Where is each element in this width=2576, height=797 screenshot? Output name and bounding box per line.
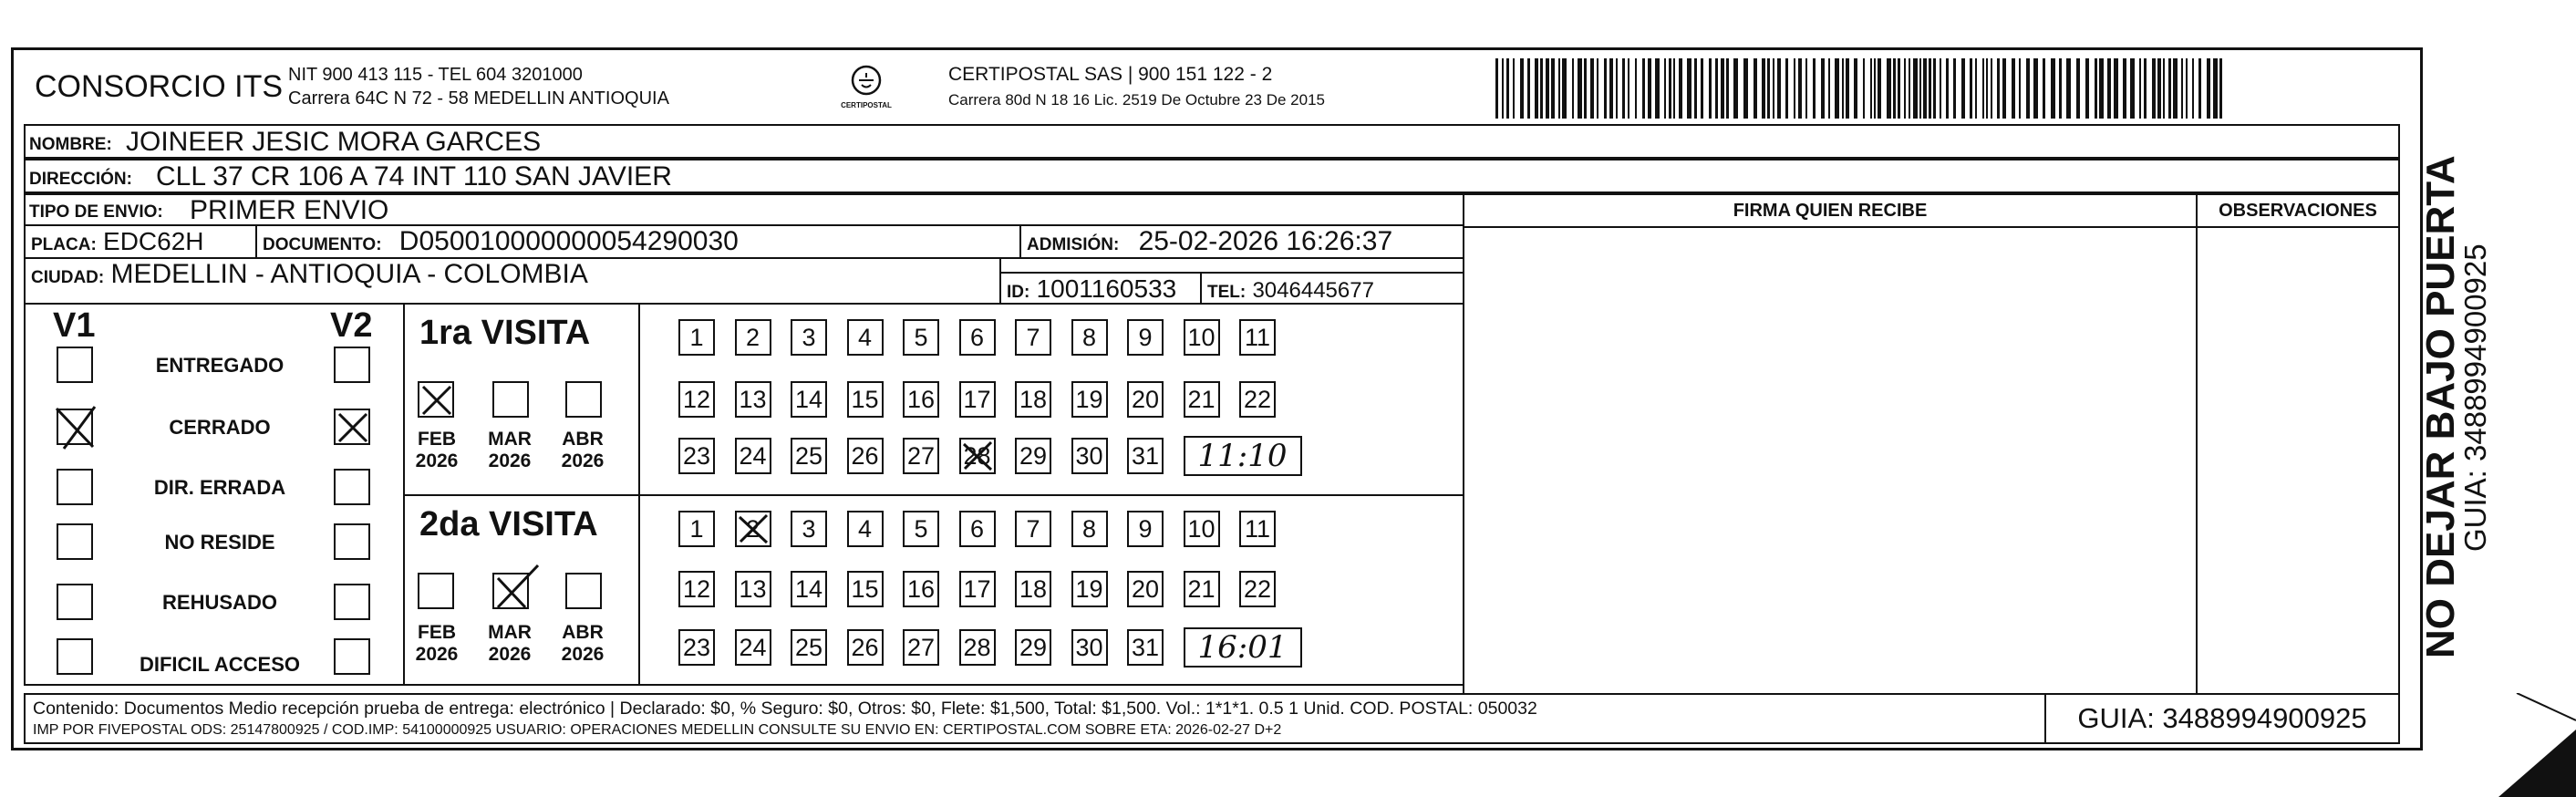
- company-name: CONSORCIO ITS: [35, 69, 284, 104]
- carrier-name: CERTIPOSTAL SAS | 900 151 122 - 2: [948, 64, 1273, 85]
- handwritten-x-mark: [419, 383, 454, 418]
- second-visit-day-2[interactable]: 2: [735, 511, 771, 547]
- v1-no-reside-checkbox[interactable]: [57, 523, 93, 560]
- handwritten-x-mark: [737, 512, 770, 545]
- first-visit-day-2[interactable]: 2: [735, 319, 771, 356]
- documento-label: DOCUMENTO:: [263, 235, 382, 254]
- second-visit-day-25[interactable]: 25: [791, 629, 827, 666]
- no-dejar-bajo-puerta: NO DEJAR BAJO PUERTA: [2418, 155, 2463, 658]
- second-visit-day-27[interactable]: 27: [903, 629, 939, 666]
- v1-label: V1: [53, 306, 96, 345]
- first-visit-day-14[interactable]: 14: [791, 381, 827, 418]
- second-visit-month-mar-checkbox[interactable]: [492, 573, 529, 609]
- first-visit-day-1[interactable]: 1: [678, 319, 715, 356]
- second-visit-day-30[interactable]: 30: [1071, 629, 1108, 666]
- nombre-label: NOMBRE:: [29, 135, 112, 154]
- corner-decoration: [2480, 693, 2576, 797]
- first-visit-day-11[interactable]: 11: [1239, 319, 1276, 356]
- v1-entregado-checkbox[interactable]: [57, 347, 93, 383]
- direccion-value: CLL 37 CR 106 A 74 INT 110 SAN JAVIER: [156, 161, 672, 191]
- carrier-address: Carrera 80d N 18 16 Lic. 2519 De Octubre 23 De 2015: [948, 91, 1325, 109]
- first-visit-day-18[interactable]: 18: [1015, 381, 1051, 418]
- status-cerrado: CERRADO: [169, 416, 271, 439]
- second-visit-day-9[interactable]: 9: [1127, 511, 1164, 547]
- firma-box: [1463, 193, 2198, 695]
- first-visit-time[interactable]: 11:10: [1184, 436, 1302, 476]
- first-visit-day-22[interactable]: 22: [1239, 381, 1276, 418]
- side-guia: GUIA: 3488994900925: [2458, 243, 2492, 552]
- first-visit-day-24[interactable]: 24: [735, 438, 771, 474]
- first-visit-day-28[interactable]: 28: [959, 438, 996, 474]
- row-tipo: [24, 193, 1464, 226]
- first-visit-day-16[interactable]: 16: [903, 381, 939, 418]
- v1-rehusado-checkbox[interactable]: [57, 584, 93, 620]
- second-visit-day-19[interactable]: 19: [1071, 571, 1108, 607]
- v2-dificil-acceso-checkbox[interactable]: [334, 638, 370, 675]
- second-visit-day-31[interactable]: 31: [1127, 629, 1164, 666]
- tipo-value: PRIMER ENVIO: [190, 195, 389, 225]
- handwritten-x-mark: [961, 440, 994, 472]
- second-visit-day-17[interactable]: 17: [959, 571, 996, 607]
- v2-dir-errada-checkbox[interactable]: [334, 469, 370, 505]
- second-visit-day-26[interactable]: 26: [847, 629, 884, 666]
- second-visit-day-12[interactable]: 12: [678, 571, 715, 607]
- first-visit-day-26[interactable]: 26: [847, 438, 884, 474]
- first-visit-day-23[interactable]: 23: [678, 438, 715, 474]
- observaciones-label: OBSERVACIONES: [2198, 195, 2398, 228]
- first-visit-day-5[interactable]: 5: [903, 319, 939, 356]
- placa-value: EDC62H: [103, 227, 204, 255]
- status-entregado: ENTREGADO: [155, 354, 284, 377]
- footer-info: [24, 693, 2046, 744]
- second-visit-day-10[interactable]: 10: [1184, 511, 1220, 547]
- admision-cell: [1019, 224, 1464, 259]
- first-visit-month-mar-checkbox[interactable]: [492, 381, 529, 418]
- first-visit-day-17[interactable]: 17: [959, 381, 996, 418]
- admision-value: 25-02-2026 16:26:37: [1138, 226, 1393, 256]
- row-nombre: [24, 124, 2400, 159]
- second-visit-month-feb: FEB 2026: [415, 622, 459, 665]
- first-visit-day-25[interactable]: 25: [791, 438, 827, 474]
- certipostal-logo: [834, 60, 898, 115]
- v2-entregado-checkbox[interactable]: [334, 347, 370, 383]
- second-visit-day-4[interactable]: 4: [847, 511, 884, 547]
- second-visit-day-14[interactable]: 14: [791, 571, 827, 607]
- v2-no-reside-checkbox[interactable]: [334, 523, 370, 560]
- second-visit-day-8[interactable]: 8: [1071, 511, 1108, 547]
- id-cell: [999, 272, 1202, 305]
- second-visit-day-18[interactable]: 18: [1015, 571, 1051, 607]
- v2-cerrado-checkbox[interactable]: [334, 409, 370, 445]
- second-visit-day-6[interactable]: 6: [959, 511, 996, 547]
- tel-value: 3046445677: [1252, 278, 1374, 303]
- documento-cell: [255, 224, 1021, 259]
- second-visit-day-22[interactable]: 22: [1239, 571, 1276, 607]
- handwritten-x-mark: [336, 410, 370, 445]
- first-visit-day-13[interactable]: 13: [735, 381, 771, 418]
- row-direccion: [24, 159, 2400, 193]
- second-visit-day-29[interactable]: 29: [1015, 629, 1051, 666]
- tipo-label: TIPO DE ENVIO:: [29, 202, 163, 222]
- v1-cerrado-checkbox[interactable]: [57, 409, 93, 445]
- first-visit-day-21[interactable]: 21: [1184, 381, 1220, 418]
- second-visit-month-feb-checkbox[interactable]: [418, 573, 454, 609]
- ciudad-value: MEDELLIN - ANTIOQUIA - COLOMBIA: [110, 259, 588, 289]
- v1-dir-errada-checkbox[interactable]: [57, 469, 93, 505]
- second-visit-month-abr: ABR 2026: [561, 622, 605, 665]
- second-visit-time[interactable]: 16:01: [1184, 627, 1302, 668]
- second-visit-day-13[interactable]: 13: [735, 571, 771, 607]
- company-address: Carrera 64C N 72 - 58 MEDELLIN ANTIOQUIA: [288, 88, 669, 109]
- second-visit-day-24[interactable]: 24: [735, 629, 771, 666]
- status-rehusado: REHUSADO: [162, 591, 277, 614]
- nombre-value: JOINEER JESIC MORA GARCES: [126, 127, 542, 157]
- visit-vertical-divider: [638, 303, 640, 686]
- first-visit-day-10[interactable]: 10: [1184, 319, 1220, 356]
- first-visit-day-19[interactable]: 19: [1071, 381, 1108, 418]
- placa-label: PLACA:: [31, 235, 97, 254]
- first-visit-month-feb-checkbox[interactable]: [418, 381, 454, 418]
- first-visit-day-9[interactable]: 9: [1127, 319, 1164, 356]
- first-visit-day-15[interactable]: 15: [847, 381, 884, 418]
- v2-rehusado-checkbox[interactable]: [334, 584, 370, 620]
- observaciones-box: [2196, 193, 2400, 695]
- first-visit-month-feb: FEB 2026: [415, 429, 459, 471]
- second-visit-day-28[interactable]: 28: [959, 629, 996, 666]
- first-visit-day-6[interactable]: 6: [959, 319, 996, 356]
- second-visit-title: 2da VISITA: [419, 505, 598, 543]
- first-visit-title: 1ra VISITA: [419, 314, 591, 352]
- documento-value: D050010000000054290030: [398, 226, 739, 256]
- handwritten-x-mark: [494, 562, 540, 611]
- first-visit-day-27[interactable]: 27: [903, 438, 939, 474]
- second-visit-day-7[interactable]: 7: [1015, 511, 1051, 547]
- first-visit-day-29[interactable]: 29: [1015, 438, 1051, 474]
- first-visit-month-mar: MAR 2026: [488, 429, 532, 471]
- footer-line-2: IMP POR FIVEPOSTAL ODS: 25147800925 / COD.IMP: 54100000925 USUARIO: OPERACIONES MEDELLIN CONSULTE SU ENVIO EN: CERTIPOSTAL.COM SOBRE ETA: 2026-02-27 D+2: [33, 722, 1282, 738]
- visit-divider: [403, 494, 1464, 496]
- status-dir-errada: DIR. ERRADA: [153, 476, 286, 499]
- second-visit-day-20[interactable]: 20: [1127, 571, 1164, 607]
- tel-label: TEL:: [1207, 283, 1247, 302]
- svg-text:CERTIPOSTAL: CERTIPOSTAL: [841, 101, 892, 109]
- second-visit-day-23[interactable]: 23: [678, 629, 715, 666]
- first-visit-day-31[interactable]: 31: [1127, 438, 1164, 474]
- placa-cell: [24, 224, 257, 259]
- second-visit-day-5[interactable]: 5: [903, 511, 939, 547]
- first-visit-day-30[interactable]: 30: [1071, 438, 1108, 474]
- first-visit-day-12[interactable]: 12: [678, 381, 715, 418]
- second-visit-month-mar: MAR 2026: [488, 622, 532, 665]
- footer-guia: GUIA: 3488994900925: [2044, 693, 2400, 744]
- second-visit-day-11[interactable]: 11: [1239, 511, 1276, 547]
- v2-label: V2: [330, 306, 373, 345]
- first-visit-day-4[interactable]: 4: [847, 319, 884, 356]
- v1-dificil-acceso-checkbox[interactable]: [57, 638, 93, 675]
- barcode: [1495, 58, 2225, 119]
- second-visit-day-15[interactable]: 15: [847, 571, 884, 607]
- second-visit-day-21[interactable]: 21: [1184, 571, 1220, 607]
- footer-line-1: Contenido: Documentos Medio recepción prueba de entrega: electrónico | Declarado: $0, % Seguro: $0, Otros: $0, Flete: $1,500, Total: $1,500. Vol.: 1*1*1. 0.5 1 Unid. COD. POSTAL: 050032: [33, 699, 1537, 719]
- ciudad-cell: [24, 257, 1001, 305]
- first-visit-day-3[interactable]: 3: [791, 319, 827, 356]
- status-no-reside: NO RESIDE: [164, 531, 275, 554]
- admision-label: ADMISIÓN:: [1027, 235, 1120, 254]
- ciudad-label: CIUDAD:: [31, 268, 105, 287]
- tel-cell: [1200, 272, 1464, 305]
- firma-label: FIRMA QUIEN RECIBE: [1464, 195, 2196, 228]
- first-visit-month-abr-checkbox[interactable]: [565, 381, 602, 418]
- second-visit-day-1[interactable]: 1: [678, 511, 715, 547]
- company-nit: NIT 900 413 115 - TEL 604 3201000: [288, 65, 583, 85]
- direccion-label: DIRECCIÓN:: [29, 170, 132, 189]
- first-visit-day-20[interactable]: 20: [1127, 381, 1164, 418]
- first-visit-day-8[interactable]: 8: [1071, 319, 1108, 356]
- second-visit-day-3[interactable]: 3: [791, 511, 827, 547]
- first-visit-day-7[interactable]: 7: [1015, 319, 1051, 356]
- handwritten-x-mark: [53, 403, 100, 452]
- first-visit-month-abr: ABR 2026: [561, 429, 605, 471]
- id-value: 1001160533: [1036, 274, 1177, 303]
- second-visit-day-16[interactable]: 16: [903, 571, 939, 607]
- status-dificil-acceso: DIFICIL ACCESO: [139, 653, 300, 676]
- id-label: ID:: [1007, 283, 1030, 302]
- second-visit-month-abr-checkbox[interactable]: [565, 573, 602, 609]
